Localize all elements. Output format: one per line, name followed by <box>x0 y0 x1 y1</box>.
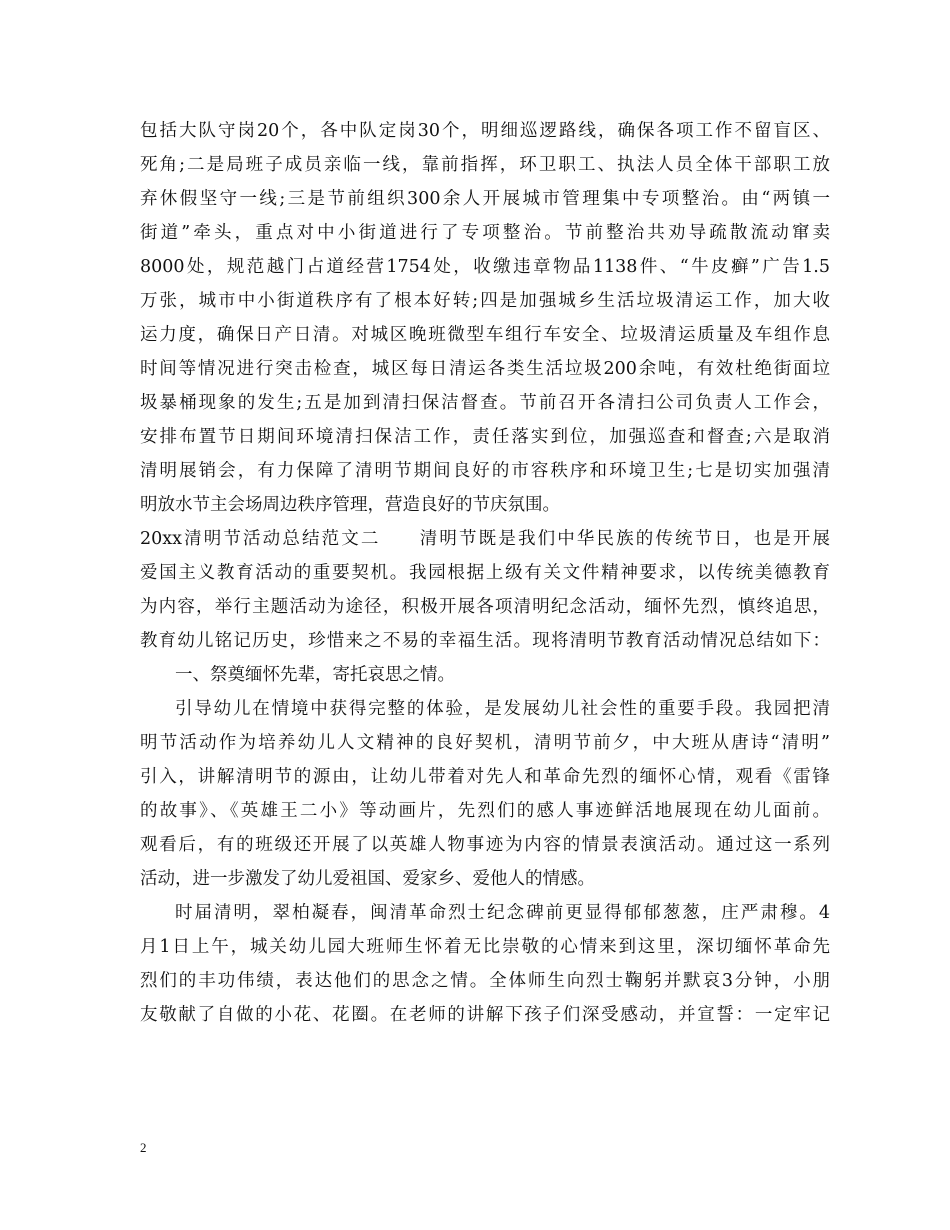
text-line: 活动，进一步激发了幼儿爱祖国、爱家乡、爱他人的情感。 <box>140 869 595 889</box>
text-line: 包括大队守岗20个，各中队定岗30个，明细巡逻路线，确保各项工作不留盲区、 <box>140 121 830 141</box>
text-line: 圾暴桶现象的发生;五是加到清扫保洁督查。节前召开各清扫公司负责人工作会， <box>140 393 830 413</box>
text-line: 为内容，举行主题活动为途径，积极开展各项清明纪念活动，缅怀先烈，慎终追思， <box>140 597 830 617</box>
text-line: 安排布置节日期间环境清扫保洁工作，责任落实到位，加强巡查和督查;六是取消 <box>140 427 830 447</box>
section-title-line: 20xx清明节活动总结范文二 清明节既是我们中华民族的传统节日，也是开展 <box>140 529 830 549</box>
text-line: 死角;二是局班子成员亲临一线，靠前指挥，环卫职工、执法人员全体干部职工放 <box>140 155 830 175</box>
text-line: 街道”牵头，重点对中小街道进行了专项整治。节前整治共劝导疏散流动窜卖 <box>140 223 830 243</box>
text-line: 爱国主义教育活动的重要契机。我园根据上级有关文件精神要求，以传统美德教育 <box>140 563 830 583</box>
text-line: 明放水节主会场周边秩序管理，营造良好的节庆氛围。 <box>140 495 560 515</box>
text-line: 明节活动作为培养幼儿人文精神的良好契机，清明节前夕，中大班从唐诗“清明” <box>140 733 830 753</box>
text-line: 的故事》、《英雄王二小》等动画片，先烈们的感人事迹鲜活地展现在幼儿面前。 <box>140 801 830 821</box>
text-line: 时届清明，翠柏凝春，闽清革命烈士纪念碑前更显得郁郁葱葱，庄严肃穆。4 <box>175 903 830 923</box>
text-line: 月1日上午，城关幼儿园大班师生怀着无比崇敬的心情来到这里，深切缅怀革命先 <box>140 937 830 957</box>
text-line: 烈们的丰功伟绩，表达他们的思念之情。全体师生向烈士鞠躬并默哀3分钟，小朋 <box>140 971 830 991</box>
section-heading: 一、祭奠缅怀先辈，寄托哀思之情。 <box>175 665 455 685</box>
page-number: 2 <box>140 1140 147 1155</box>
text-line: 引导幼儿在情境中获得完整的体验，是发展幼儿社会性的重要手段。我园把清 <box>175 699 830 719</box>
text-line: 引入，讲解清明节的源由，让幼儿带着对先人和革命先烈的缅怀心情，观看《雷锋 <box>140 767 830 787</box>
body-text <box>140 114 830 1032</box>
text-line: 友敬献了自做的小花、花圈。在老师的讲解下孩子们深受感动，并宣誓：一定牢记 <box>140 1005 830 1025</box>
text-line: 时间等情况进行突击检查，城区每日清运各类生活垃圾200余吨，有效杜绝街面垃 <box>140 359 830 379</box>
text-line: 万张，城市中小街道秩序有了根本好转;四是加强城乡生活垃圾清运工作，加大收 <box>140 291 830 311</box>
text-line: 教育幼儿铭记历史，珍惜来之不易的幸福生活。现将清明节教育活动情况总结如下： <box>140 631 830 651</box>
text-line: 弃休假坚守一线;三是节前组织300余人开展城市管理集中专项整治。由“两镇一 <box>140 189 830 209</box>
text-line: 观看后，有的班级还开展了以英雄人物事迹为内容的情景表演活动。通过这一系列 <box>140 835 830 855</box>
text-line: 运力度，确保日产日清。对城区晚班微型车组行车安全、垃圾清运质量及车组作息 <box>140 325 830 345</box>
text-line: 8000处，规范越门占道经营1754处，收缴违章物品1138件、“牛皮癣”广告1.5 <box>140 257 830 277</box>
text-line: 清明展销会，有力保障了清明节期间良好的市容秩序和环境卫生;七是切实加强清 <box>140 461 830 481</box>
